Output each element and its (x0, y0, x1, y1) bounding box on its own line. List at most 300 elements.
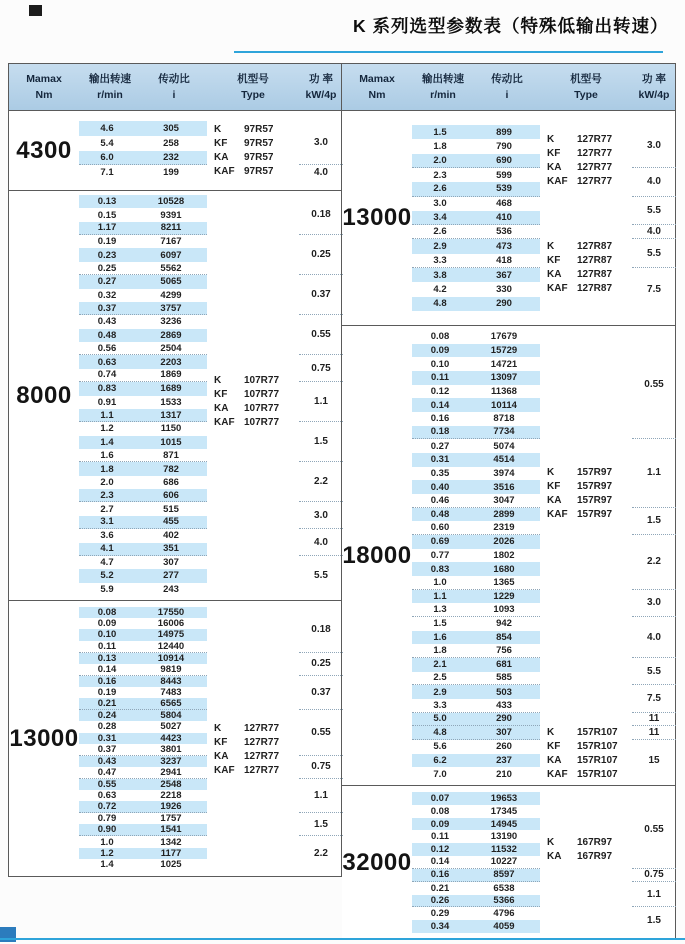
header-col-5 (299, 64, 343, 110)
ratio-cell: 19653 (490, 792, 518, 804)
speed-cell: 4.6 (100, 122, 114, 134)
table-row (79, 556, 207, 569)
power-cell: 1.5 (299, 422, 343, 462)
ratio-cell: 3047 (493, 494, 515, 506)
speed-cell: 0.14 (430, 856, 450, 868)
speed-cell: 0.37 (97, 743, 117, 755)
header-label: 传动比 (158, 72, 190, 85)
ratio-cell: 681 (496, 659, 512, 671)
table-row (412, 297, 540, 311)
type-model: 157R107 (577, 754, 618, 766)
table-row (412, 412, 540, 426)
table-row (412, 754, 540, 768)
ratio-cell: 260 (496, 741, 512, 753)
table-row (79, 618, 207, 629)
ratio-cell: 2319 (493, 522, 515, 534)
header-unit: r/min (97, 89, 123, 101)
type-prefix: KF (547, 255, 561, 267)
table-row (79, 396, 207, 409)
table-row (79, 790, 207, 801)
speed-cell: 0.31 (430, 454, 450, 466)
ratio-cell: 13097 (490, 372, 518, 384)
header-label: 输出转速 (89, 72, 131, 85)
speed-cell: 1.6 (433, 631, 447, 643)
power-cell: 5.5 (632, 239, 676, 268)
table-row (79, 289, 207, 302)
type-model: 127R77 (244, 737, 280, 749)
table-header (9, 64, 341, 111)
power-cell: 0.55 (632, 330, 676, 439)
table-row (79, 744, 207, 756)
ratio-cell: 5804 (160, 710, 182, 722)
speed-cell: 0.47 (97, 766, 117, 778)
speed-cell: 4.1 (100, 543, 114, 555)
ratio-cell: 10528 (157, 196, 185, 208)
speed-cell: 2.3 (433, 169, 447, 181)
parameter-table (8, 63, 676, 940)
power-cell: 7.5 (647, 284, 661, 296)
header-col-1 (9, 64, 79, 110)
ratio-cell: 3236 (160, 316, 182, 328)
ratio-cell: 5074 (493, 440, 515, 452)
type-model: 157R107 (577, 768, 618, 780)
ratio-cell: 503 (496, 686, 512, 698)
power-cell: 11 (632, 713, 676, 727)
type-model: 107R77 (244, 417, 280, 429)
ratio-cell: 599 (496, 169, 512, 181)
type-line (214, 416, 299, 430)
speed-cell: 0.16 (97, 675, 117, 687)
speed-cell: 3.6 (100, 530, 114, 542)
ratio-cell: 2899 (493, 508, 515, 520)
ratio-cell: 1802 (493, 549, 515, 561)
ratio-cell: 942 (496, 618, 512, 630)
ratio-cell: 5027 (160, 721, 182, 733)
speed-cell: 0.74 (97, 369, 117, 381)
table-row (412, 767, 540, 781)
table-row (412, 549, 540, 563)
table-row (412, 467, 540, 481)
speed-cell: 1.17 (97, 222, 117, 234)
ratio-cell: 330 (496, 284, 512, 296)
speed-cell: 1.3 (433, 604, 447, 616)
type-prefix: KF (547, 481, 561, 492)
speed-cell: 0.29 (430, 908, 450, 920)
type-prefix: KA (214, 403, 229, 415)
speed-cell: 2.0 (100, 476, 114, 488)
type-line (214, 388, 299, 402)
type-prefix: K (214, 375, 222, 387)
table-row (79, 262, 207, 275)
table-row (79, 676, 207, 687)
ratio-cell: 871 (163, 449, 179, 461)
ratio-cell: 6565 (160, 698, 182, 710)
header-label: 功 率 (309, 72, 333, 85)
speed-cell: 0.28 (97, 721, 117, 733)
type-line (214, 123, 299, 137)
power-cell: 1.1 (632, 882, 676, 908)
type-line (547, 480, 632, 494)
table-row (412, 357, 540, 371)
ratio-cell: 4423 (160, 732, 182, 744)
table-row (79, 315, 207, 328)
speed-cell: 1.5 (433, 126, 447, 138)
power-cell: 4.0 (632, 225, 676, 239)
header-col-4 (207, 64, 299, 110)
ratio-cell: 1317 (160, 409, 182, 421)
speed-cell: 0.56 (97, 342, 117, 354)
table-row (412, 168, 540, 182)
table-row (79, 756, 207, 767)
type-prefix: KA (547, 269, 562, 281)
header-label: 输出转速 (422, 72, 464, 85)
ratio-cell: 3757 (160, 302, 182, 314)
type-prefix: K (547, 241, 555, 253)
table-row (79, 859, 207, 870)
speed-cell: 0.83 (430, 563, 450, 575)
power-cell: 0.75 (632, 869, 676, 882)
type-model: 107R77 (244, 389, 280, 401)
table-row (79, 664, 207, 676)
type-model: 107R77 (244, 375, 280, 387)
ratio-cell: 290 (496, 713, 512, 725)
type-model: 127R77 (577, 175, 613, 187)
power-cell: 4.0 (314, 167, 328, 179)
type-prefix: KA (547, 754, 562, 766)
ratio-cell: 1150 (160, 423, 182, 435)
speed-cell: 0.11 (431, 372, 449, 384)
type-model: 167R97 (577, 850, 613, 862)
type-model: 127R77 (244, 765, 280, 777)
power-cell: 0.55 (299, 710, 343, 756)
speed-cell: 6.2 (433, 754, 447, 766)
ratio-cell: 4299 (160, 289, 182, 301)
header-label: 传动比 (491, 72, 523, 85)
type-model: 127R77 (577, 133, 613, 145)
speed-cell: 0.12 (430, 844, 450, 856)
ratio-cell: 10227 (490, 856, 518, 868)
table-row (412, 843, 540, 856)
speed-cell: 0.08 (97, 607, 117, 619)
table-row (412, 644, 540, 658)
type-line (214, 165, 299, 179)
power-cell: 1.1 (299, 382, 343, 422)
ratio-cell: 13190 (490, 831, 518, 843)
type-line (547, 508, 632, 522)
ratio-cell: 1869 (160, 369, 182, 381)
ratio-cell: 16006 (157, 618, 185, 630)
footer-rule (0, 938, 685, 940)
table-row (412, 535, 540, 549)
table-row (79, 721, 207, 732)
speed-cell: 3.1 (100, 516, 114, 528)
header-label: 机型号 (570, 72, 602, 85)
table-row (79, 767, 207, 779)
ratio-cell: 14721 (490, 358, 518, 370)
type-prefix: KA (214, 151, 229, 163)
type-prefix: KA (547, 161, 562, 173)
speed-cell: 1.2 (100, 847, 114, 859)
speed-cell: 6.0 (100, 151, 114, 163)
speed-cell: 3.3 (433, 254, 447, 266)
ratio-cell: 1015 (160, 436, 182, 448)
speed-cell: 5.9 (100, 583, 114, 595)
type-model: 157R97 (577, 467, 613, 478)
ratio-cell: 782 (163, 463, 179, 475)
ratio-cell: 15729 (490, 344, 518, 356)
type-line (547, 494, 632, 508)
header-col-3 (474, 64, 540, 110)
table-row (412, 576, 540, 590)
type-model: 97R57 (244, 165, 274, 177)
speed-cell: 2.7 (100, 503, 114, 515)
speed-cell: 0.34 (430, 921, 450, 933)
table-row (79, 489, 207, 502)
type-prefix: K (214, 723, 222, 735)
type-model: 127R87 (577, 241, 613, 253)
type-line (214, 736, 299, 750)
ratio-cell: 536 (496, 226, 512, 238)
speed-cell: 0.15 (97, 209, 117, 221)
speed-cell: 0.13 (97, 652, 117, 664)
corner-mark (29, 5, 42, 16)
speed-cell: 1.8 (100, 463, 114, 475)
speed-cell: 0.43 (97, 316, 117, 328)
power-cell: 4.0 (299, 529, 343, 556)
table-row (79, 516, 207, 529)
table-row (412, 494, 540, 508)
ratio-cell: 17345 (490, 805, 518, 817)
type-line (547, 175, 632, 189)
speed-cell: 0.27 (430, 440, 450, 452)
ratio-cell: 8718 (493, 413, 515, 425)
speed-cell: 1.8 (433, 645, 447, 657)
speed-cell: 0.14 (430, 399, 450, 411)
speed-cell: 0.14 (97, 663, 117, 675)
speed-cell: 1.4 (100, 436, 114, 448)
ratio-cell: 1541 (160, 824, 182, 836)
ratio-cell: 3801 (160, 743, 182, 755)
speed-cell: 0.27 (97, 276, 117, 288)
table-row (412, 330, 540, 344)
ratio-cell: 3516 (493, 481, 515, 493)
power-cell: 0.18 (299, 607, 343, 653)
table-row (412, 398, 540, 412)
speed-cell: 5.2 (100, 570, 114, 582)
table-row (412, 282, 540, 296)
ratio-cell: 4059 (493, 921, 515, 933)
table-row (412, 225, 540, 239)
table-row (79, 698, 207, 710)
type-line (547, 147, 632, 161)
table-row (412, 211, 540, 225)
speed-cell: 0.09 (97, 618, 117, 630)
type-prefix: KAF (214, 165, 235, 177)
table-right-half (342, 63, 676, 940)
power-cell: 1.5 (299, 813, 343, 836)
speed-cell: 0.63 (97, 790, 117, 802)
torque-section (9, 601, 341, 876)
table-row (412, 197, 540, 211)
ratio-cell: 2548 (160, 778, 182, 790)
type-line (547, 740, 632, 754)
power-cell: 15 (648, 755, 660, 766)
table-row (79, 687, 207, 698)
table-row (412, 856, 540, 869)
table-row (412, 699, 540, 713)
speed-cell: 1.1 (100, 409, 114, 421)
table-row (79, 302, 207, 315)
torque-value: 13000 (9, 724, 79, 752)
speed-cell: 4.8 (433, 298, 447, 310)
table-row (79, 248, 207, 261)
speed-cell: 0.72 (97, 801, 117, 813)
ratio-cell: 6097 (160, 249, 182, 261)
ratio-cell: 854 (496, 631, 512, 643)
type-model: 157R97 (577, 509, 613, 520)
ratio-cell: 210 (496, 768, 512, 780)
type-model: 97R57 (244, 137, 274, 149)
ratio-cell: 307 (496, 727, 512, 739)
torque-value: 13000 (342, 204, 412, 231)
speed-cell: 0.10 (430, 358, 450, 370)
power-cell: 4.0 (632, 168, 676, 197)
type-model: 97R57 (244, 151, 274, 163)
ratio-cell: 4514 (493, 454, 515, 466)
speed-cell: 0.55 (97, 778, 117, 790)
type-line (214, 151, 299, 165)
table-row (79, 275, 207, 288)
table-left-half (8, 63, 342, 877)
speed-cell: 2.6 (433, 183, 447, 195)
speed-cell: 2.6 (433, 226, 447, 238)
ratio-cell: 1342 (160, 836, 182, 848)
type-prefix: KA (214, 751, 229, 763)
ratio-cell: 2218 (160, 790, 182, 802)
speed-cell: 1.6 (100, 449, 114, 461)
ratio-cell: 1689 (160, 383, 182, 395)
ratio-cell: 7167 (160, 236, 182, 248)
ratio-cell: 410 (496, 211, 512, 223)
ratio-cell: 237 (496, 754, 512, 766)
ratio-cell: 455 (163, 516, 179, 528)
table-row (412, 154, 540, 168)
speed-cell: 0.11 (431, 831, 449, 843)
speed-cell: 7.1 (100, 167, 114, 179)
power-cell: 3.0 (632, 125, 676, 168)
table-row (79, 653, 207, 664)
ratio-cell: 5065 (160, 276, 182, 288)
speed-cell: 0.08 (430, 805, 450, 817)
speed-cell: 5.4 (100, 137, 114, 149)
type-block (207, 721, 299, 779)
header-unit: kW/4p (638, 89, 670, 101)
type-model: 157R97 (577, 495, 613, 506)
header-col-2 (79, 64, 141, 110)
table-row (79, 801, 207, 813)
power-cell: 0.37 (299, 275, 343, 315)
table-row (412, 480, 540, 494)
table-row (79, 529, 207, 542)
table-row (79, 848, 207, 859)
type-model: 127R77 (577, 161, 613, 173)
ratio-cell: 351 (163, 543, 179, 555)
speed-cell: 3.0 (433, 198, 447, 210)
speed-cell: 0.08 (430, 331, 450, 343)
type-model: 97R57 (244, 123, 274, 135)
power-cell: 3.0 (299, 121, 343, 165)
speed-cell: 2.3 (100, 489, 114, 501)
ratio-cell: 606 (163, 489, 179, 501)
type-prefix: K (214, 123, 222, 135)
ratio-cell: 3974 (493, 467, 515, 479)
speed-cell: 3.3 (433, 699, 447, 711)
table-row (412, 830, 540, 843)
speed-cell: 2.9 (433, 686, 447, 698)
table-row (412, 521, 540, 535)
ratio-cell: 1533 (160, 396, 182, 408)
table-row (79, 382, 207, 395)
type-line (214, 374, 299, 388)
speed-cell: 0.24 (97, 710, 117, 722)
speed-cell: 1.1 (433, 590, 447, 602)
table-row (412, 139, 540, 153)
type-prefix: KA (547, 495, 562, 506)
power-cell: 1.1 (299, 779, 343, 813)
ratio-cell: 305 (163, 122, 179, 134)
header-label: 功 率 (642, 72, 666, 85)
power-cell: 0.37 (299, 676, 343, 710)
ratio-cell: 258 (163, 137, 179, 149)
table-row (412, 453, 540, 467)
speed-cell: 0.43 (97, 755, 117, 767)
speed-cell: 0.07 (430, 792, 450, 804)
header-unit: i (505, 89, 509, 101)
type-line (547, 268, 632, 282)
header-unit: i (172, 89, 176, 101)
ratio-cell: 2504 (160, 342, 182, 354)
table-row (79, 165, 207, 180)
type-model: 127R87 (577, 283, 613, 295)
type-prefix: KAF (214, 417, 235, 429)
ratio-cell: 9391 (160, 209, 182, 221)
type-line (547, 466, 632, 480)
power-cell: 3.0 (299, 502, 343, 529)
speed-cell: 0.69 (430, 536, 450, 548)
ratio-cell: 367 (496, 269, 512, 281)
speed-cell: 2.1 (433, 659, 447, 671)
ratio-cell: 1365 (493, 576, 515, 588)
speed-cell: 4.7 (100, 557, 114, 569)
speed-cell: 0.91 (97, 396, 117, 408)
table-row (79, 329, 207, 342)
speed-cell: 1.2 (100, 423, 114, 435)
speed-cell: 3.8 (433, 269, 447, 281)
type-line (547, 254, 632, 268)
table-row (412, 685, 540, 699)
speed-cell: 0.19 (97, 687, 117, 699)
ratio-cell: 7483 (160, 687, 182, 699)
type-line (547, 836, 632, 850)
ratio-cell: 1229 (493, 590, 515, 602)
table-row (79, 641, 207, 653)
header-col-3 (141, 64, 207, 110)
type-model: 127R87 (577, 255, 613, 267)
table-row (79, 342, 207, 355)
speed-cell: 0.09 (430, 818, 450, 830)
ratio-cell: 790 (496, 140, 512, 152)
type-model: 157R107 (577, 740, 618, 752)
